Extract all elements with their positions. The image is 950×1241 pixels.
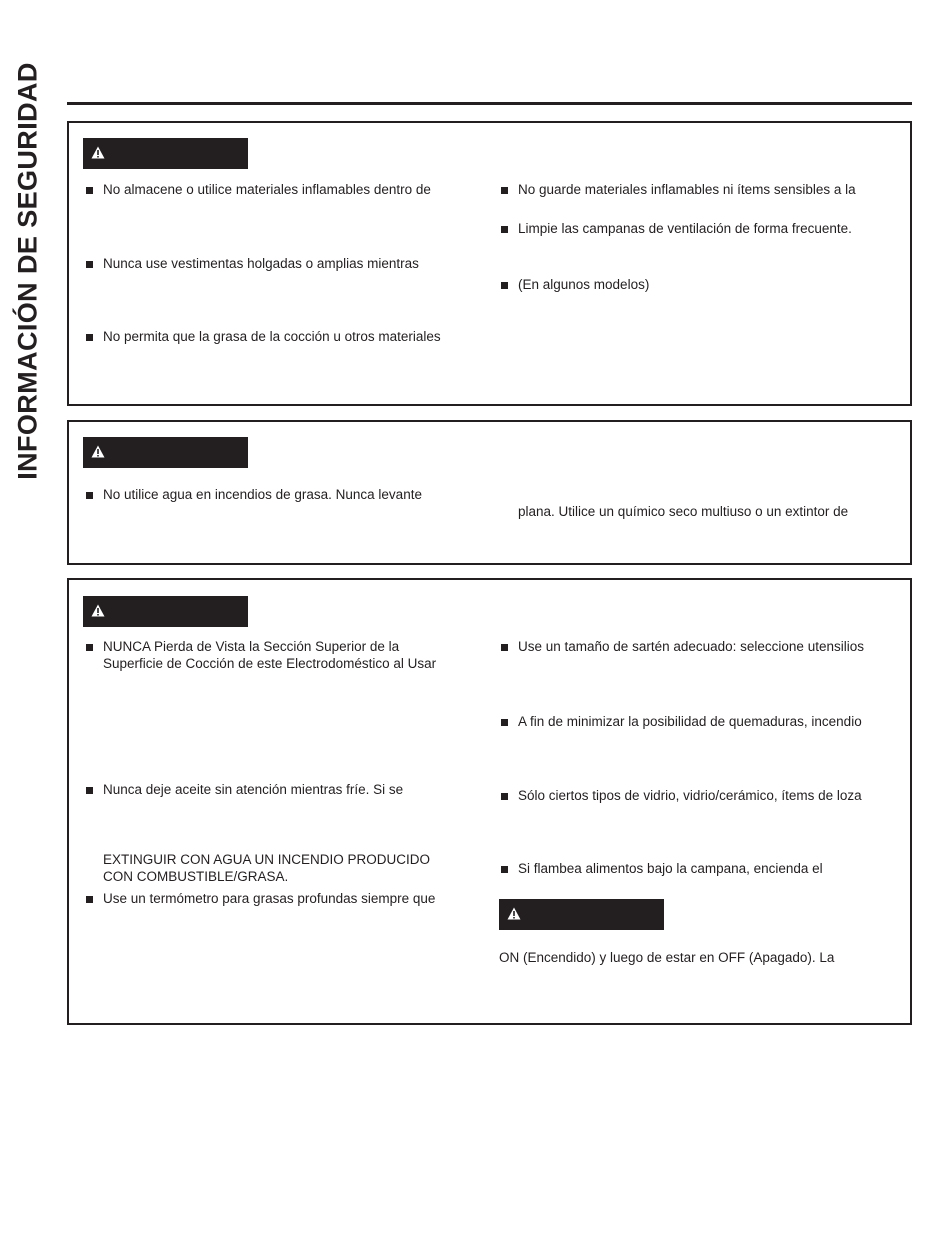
list-item: No utilice agua en incendios de grasa. Nunca levante	[103, 487, 422, 502]
list-item: Nunca use vestimentas holgadas o amplias mientras	[103, 256, 419, 271]
safety-box-1	[67, 121, 912, 406]
list-item: Use un tamaño de sartén adecuado: seleccione utensilios	[518, 639, 864, 654]
side-title	[8, 40, 48, 502]
bullet-icon	[501, 866, 508, 873]
list-item: NUNCA Pierda de Vista la Sección Superior de la	[103, 639, 400, 654]
list-item: No guarde materiales inflamables ni ítems sensibles a la	[518, 182, 856, 197]
bullet-icon	[86, 896, 93, 903]
bullet-icon	[86, 644, 93, 651]
list-item: No almacene o utilice materiales inflamables dentro de	[103, 182, 431, 197]
warning-label-bar	[499, 899, 664, 930]
warning-label-bar	[83, 138, 248, 169]
list-item: Sólo ciertos tipos de vidrio, vidrio/cerámico, ítems de loza	[518, 788, 862, 803]
continued-text: plana. Utilice un químico seco multiuso o un extintor de	[518, 504, 849, 519]
list-item-continued: Superficie de Cocción de este Electrodoméstico al Usar	[103, 656, 437, 671]
bullet-icon	[501, 187, 508, 194]
list-item: (En algunos modelos)	[518, 277, 650, 292]
warning-triangle-icon	[91, 445, 105, 458]
list-item: A fin de minimizar la posibilidad de quemaduras, incendio	[518, 714, 862, 729]
list-item: Si flambea alimentos bajo la campana, encienda el	[518, 861, 823, 876]
continued-text: ON (Encendido) y luego de estar en OFF (Apagado). La	[499, 950, 835, 965]
side-title-text: INFORMACIÓN DE SEGURIDAD	[12, 62, 43, 480]
list-item: Nunca deje aceite sin atención mientras fríe. Si se	[103, 782, 404, 797]
bullet-icon	[501, 793, 508, 800]
warning-triangle-icon	[91, 146, 105, 159]
caps-warning-text: EXTINGUIR CON AGUA UN INCENDIO PRODUCIDO	[103, 852, 431, 867]
bullet-icon	[86, 787, 93, 794]
warning-label-bar	[83, 437, 248, 468]
bullet-icon	[86, 334, 93, 341]
bullet-icon	[86, 261, 93, 268]
header-rule	[67, 102, 912, 105]
bullet-icon	[501, 282, 508, 289]
caps-warning-text: CON COMBUSTIBLE/GRASA.	[103, 869, 289, 884]
safety-box-3	[67, 578, 912, 1025]
bullet-icon	[501, 644, 508, 651]
warning-triangle-icon	[507, 907, 521, 920]
bullet-icon	[501, 719, 508, 726]
list-item: Limpie las campanas de ventilación de forma frecuente.	[518, 221, 852, 236]
bullet-icon	[86, 187, 93, 194]
warning-label-bar	[83, 596, 248, 627]
list-item: No permita que la grasa de la cocción u otros materiales	[103, 329, 441, 344]
safety-box-2	[67, 420, 912, 565]
bullet-icon	[86, 492, 93, 499]
bullet-icon	[501, 226, 508, 233]
warning-triangle-icon	[91, 604, 105, 617]
list-item: Use un termómetro para grasas profundas siempre que	[103, 891, 436, 906]
